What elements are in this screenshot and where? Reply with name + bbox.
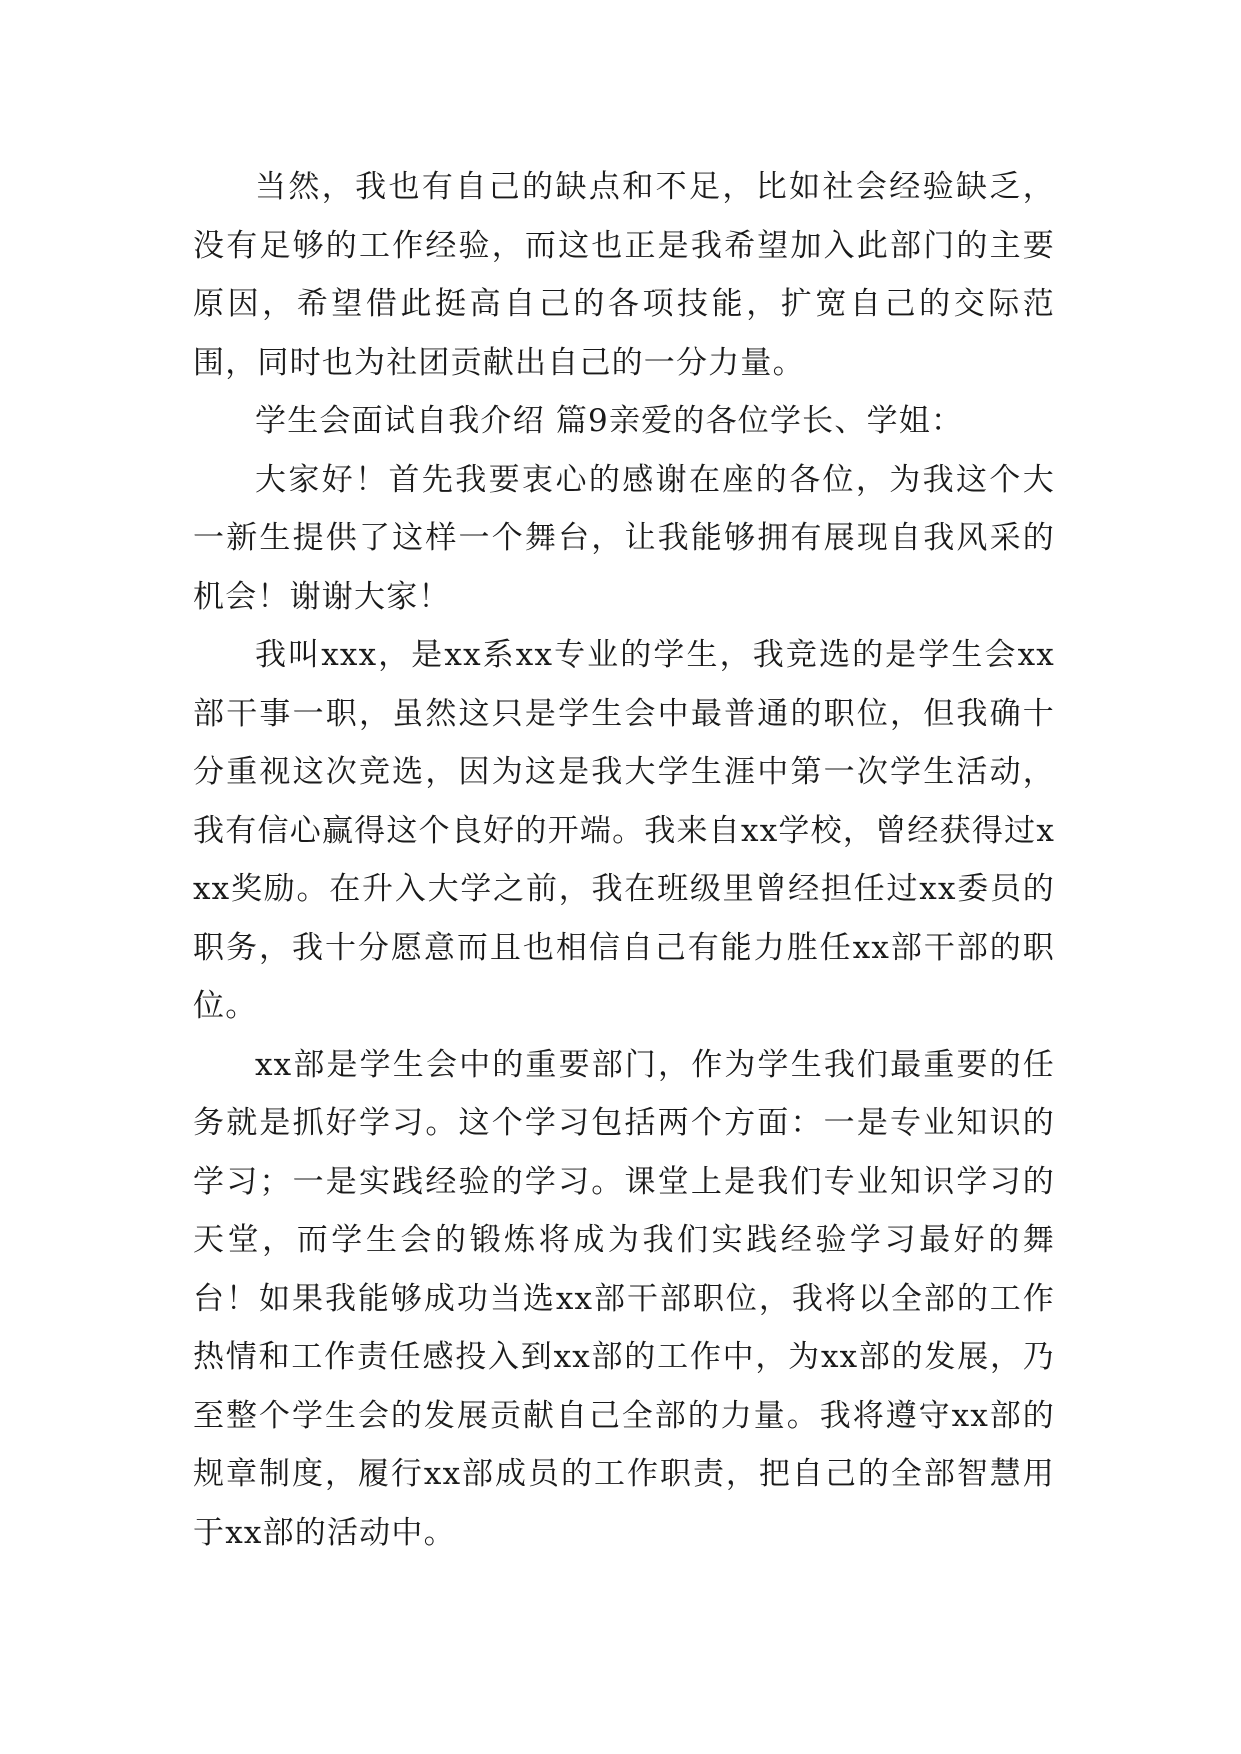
paragraph-department-goals: xx部是学生会中的重要部门，作为学生我们最重要的任务就是抓好学习。这个学习包括两个方面：一是专业知识的学习；一是实践经验的学习。课堂上是我们专业知识学习的天堂，而学生会的锻炼将成为我们实践经验学习最好的舞台！如果我能够成功当选xx部干部职位，我将以全部的工作热情和工作责任感投入到xx部的工作中，为xx部的发展，乃至整个学生会的发展贡献自己全部的力量。我将遵守xx部的规章制度，履行xx部成员的工作职责，把自己的全部智慧用于xx部的活动中。 [193, 1046, 1055, 1551]
paragraph-shortcomings: 当然，我也有自己的缺点和不足，比如社会经验缺乏，没有足够的工作经验，而这也正是我希望加入此部门的主要原因，希望借此挺高自己的各项技能，扩宽自己的交际范围，同时也为社团贡献出自己的一分力量。 [193, 169, 1055, 381]
paragraph-section-heading: 学生会面试自我介绍 篇9亲爱的各位学长、学姐： [255, 403, 964, 439]
paragraph-introduction: 我叫xxx，是xx系xx专业的学生，我竞选的是学生会xx部干事一职，虽然这只是学生会中最普通的职位，但我确十分重视这次竞选，因为这是我大学生涯中第一次学生活动，我有信心赢得这个良好的开端。我来自xx学校，曾经获得过xxx奖励。在升入大学之前，我在班级里曾经担任过xx委员的职务，我十分愿意而且也相信自己有能力胜任xx部干部的职位。 [193, 637, 1055, 1024]
document-body [193, 158, 1055, 1562]
paragraph-greeting: 大家好！首先我要衷心的感谢在座的各位，为我这个大一新生提供了这样一个舞台，让我能够拥有展现自我风采的机会！谢谢大家！ [193, 461, 1055, 615]
